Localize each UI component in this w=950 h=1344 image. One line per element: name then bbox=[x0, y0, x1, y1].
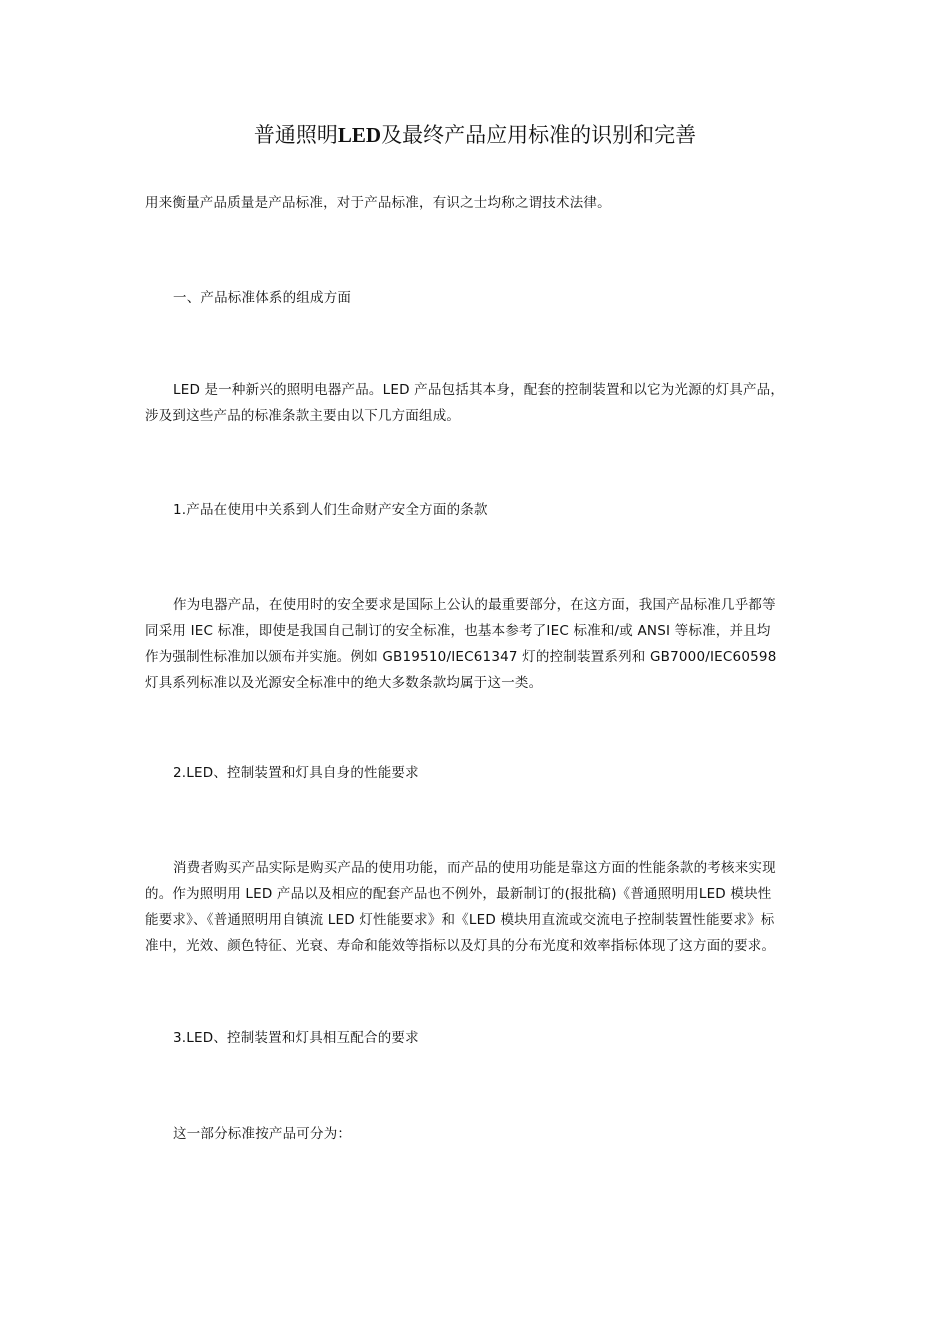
title-latin: LED bbox=[337, 123, 382, 147]
paragraph-performance bbox=[145, 855, 845, 959]
paragraph-line: 灯具系列标准以及光源安全标准中的绝大多数条款均属于这一类。 bbox=[145, 675, 543, 691]
paragraph-line: 的。作为照明用 LED 产品以及相应的配套产品也不例外，最新制订的(报批稿)《普通照明用LED 模块性 bbox=[145, 886, 772, 902]
paragraph-line: 作为强制性标准加以颁布并实施。例如 GB19510/IEC61347 灯的控制装置系列和 GB7000/IEC60598 bbox=[145, 649, 777, 665]
paragraph-line: 涉及到这些产品的标准条款主要由以下几方面组成。 bbox=[145, 408, 461, 424]
paragraph-line: 准中，光效、颜色特征、光衰、寿命和能效等指标以及灯具的分布光度和效率指标体现了这方面的要求。 bbox=[145, 938, 776, 954]
intro-paragraph: 用来衡量产品质量是产品标准，对于产品标准，有识之士均称之谓技术法律。 bbox=[145, 195, 611, 211]
item-1-heading: 1.产品在使用中关系到人们生命财产安全方面的条款 bbox=[173, 502, 488, 518]
paragraph-line: 能要求》、《普通照明用自镇流 LED 灯性能要求》和《LED 模块用直流或交流电子控制装置性能要求》标 bbox=[145, 912, 775, 928]
paragraph-line: LED 是一种新兴的照明电器产品。LED 产品包括其本身，配套的控制装置和以它为光源的灯具产品， bbox=[173, 382, 785, 398]
title-part-2: 及最终产品应用标准的识别和完善 bbox=[381, 123, 697, 147]
document-title bbox=[0, 120, 950, 150]
paragraph-led-overview bbox=[145, 377, 845, 429]
paragraph-line: 消费者购买产品实际是购买产品的使用功能，而产品的使用功能是靠这方面的性能条款的考核来实现 bbox=[173, 860, 776, 876]
paragraph-classification: 这一部分标准按产品可分为： bbox=[173, 1126, 352, 1142]
paragraph-line: 作为电器产品，在使用时的安全要求是国际上公认的最重要部分，在这方面，我国产品标准几乎都等 bbox=[173, 597, 776, 613]
paragraph-line: 同采用 IEC 标准，即使是我国自己制订的安全标准，也基本参考了IEC 标准和/或 ANSI 等标准，并且均 bbox=[145, 623, 771, 639]
section-heading: 一、产品标准体系的组成方面 bbox=[173, 290, 352, 306]
item-3-heading: 3.LED、控制装置和灯具相互配合的要求 bbox=[173, 1030, 419, 1046]
item-2-heading: 2.LED、控制装置和灯具自身的性能要求 bbox=[173, 765, 419, 781]
title-part-1: 普通照明 bbox=[253, 123, 338, 147]
paragraph-safety bbox=[145, 592, 845, 696]
